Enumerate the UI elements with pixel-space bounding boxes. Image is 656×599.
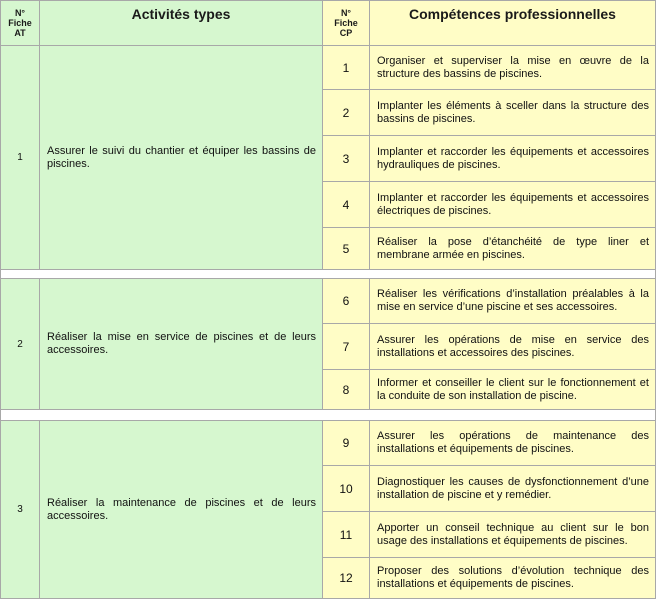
competence-number-text: 2	[342, 105, 350, 120]
competence-number-text: 7	[342, 339, 350, 354]
competence-label-text: Apporter un conseil technique au client sur le bon usage des installations et équipements de piscines.	[377, 521, 649, 547]
competence-label	[369, 369, 656, 410]
competence-label	[369, 511, 656, 558]
competence-label	[369, 45, 656, 90]
competence-label	[369, 135, 656, 182]
competence-label	[369, 465, 656, 512]
activity-label	[39, 45, 323, 270]
competence-number	[322, 369, 370, 410]
header-competences-label: Compétences professionnelles	[409, 6, 616, 22]
activity-label-text: Réaliser la maintenance de piscines et de leurs accessoires.	[47, 496, 316, 522]
competence-label-text: Diagnostiquer les causes de dysfonctionnement d’une installation de piscine et y remédier.	[377, 475, 649, 501]
header-fiche-cp-line3: CP	[339, 28, 353, 38]
competence-number-text: 3	[342, 151, 350, 166]
activity-label-text: Réaliser la mise en service de piscines et de leurs accessoires.	[47, 331, 316, 356]
competence-number-text: 12	[339, 571, 353, 585]
competence-label	[369, 323, 656, 370]
competence-label-text: Réaliser les vérifications d’installation préalables à la mise en service d’une piscine et ses accessoires.	[377, 288, 649, 313]
competence-number	[322, 45, 370, 90]
activity-number	[0, 420, 40, 599]
header-competences	[369, 0, 656, 46]
competence-number	[322, 278, 370, 324]
competence-label-text: Implanter les éléments à sceller dans la structure des bassins de piscines.	[377, 99, 649, 125]
competence-label	[369, 181, 656, 228]
activity-label-text: Assurer le suivi du chantier et équiper les bassins de piscines.	[47, 144, 316, 170]
header-activites-label: Activités types	[131, 6, 231, 22]
competence-number	[322, 135, 370, 182]
header-fiche-cp-line1: N°	[340, 8, 352, 18]
activity-label	[39, 420, 323, 599]
activity-number	[0, 45, 40, 270]
competence-label	[369, 278, 656, 324]
competence-number	[322, 511, 370, 558]
header-fiche-at-line1: N°	[14, 8, 26, 18]
competence-number-text: 8	[342, 382, 350, 397]
activity-number	[0, 278, 40, 410]
competence-label-text: Organiser et superviser la mise en œuvre de la structure des bassins de piscines.	[377, 54, 649, 80]
competence-label	[369, 227, 656, 270]
competence-label-text: Implanter et raccorder les équipements et accessoires hydrauliques de piscines.	[377, 145, 649, 171]
competence-number-text: 4	[342, 197, 350, 212]
competence-label-text: Réaliser la pose d’étanchéité de type liner et membrane armée en piscines.	[377, 235, 649, 261]
competence-number	[322, 323, 370, 370]
competence-number	[322, 181, 370, 228]
activity-number-text: 1	[17, 152, 23, 163]
activity-number-text: 2	[17, 338, 23, 350]
competence-number-text: 11	[339, 527, 353, 542]
header-fiche-at-line3: AT	[14, 28, 26, 38]
competence-label-text: Proposer des solutions d’évolution technique des installations et équipements de piscines.	[377, 565, 649, 590]
competence-label	[369, 557, 656, 599]
competence-label-text: Implanter et raccorder les équipements et accessoires électriques de piscines.	[377, 191, 649, 217]
competence-number-text: 10	[339, 481, 353, 496]
competence-label-text: Informer et conseiller le client sur le fonctionnement et la conduite de son installation de piscine.	[377, 376, 649, 402]
header-fiche-at-line2: Fiche	[8, 18, 32, 28]
competence-number	[322, 89, 370, 136]
competence-number-text: 5	[342, 241, 350, 256]
header-fiche-cp	[322, 0, 370, 46]
activity-label	[39, 278, 323, 410]
competence-number-text: 9	[342, 436, 350, 450]
competence-number	[322, 227, 370, 270]
competence-number	[322, 557, 370, 599]
competence-label-text: Assurer les opérations de maintenance des installations et équipements de piscines.	[377, 430, 649, 455]
activity-number-text: 3	[17, 504, 23, 515]
competence-number-text: 6	[342, 294, 350, 308]
competence-label-text: Assurer les opérations de mise en service des installations et accessoires des piscines.	[377, 333, 649, 359]
competence-number	[322, 420, 370, 466]
competence-label	[369, 89, 656, 136]
competence-number-text: 1	[342, 60, 350, 75]
header-fiche-cp-line2: Fiche	[334, 18, 358, 28]
competence-label	[369, 420, 656, 466]
header-activites-types	[39, 0, 323, 46]
competence-number	[322, 465, 370, 512]
header-fiche-at	[0, 0, 40, 46]
